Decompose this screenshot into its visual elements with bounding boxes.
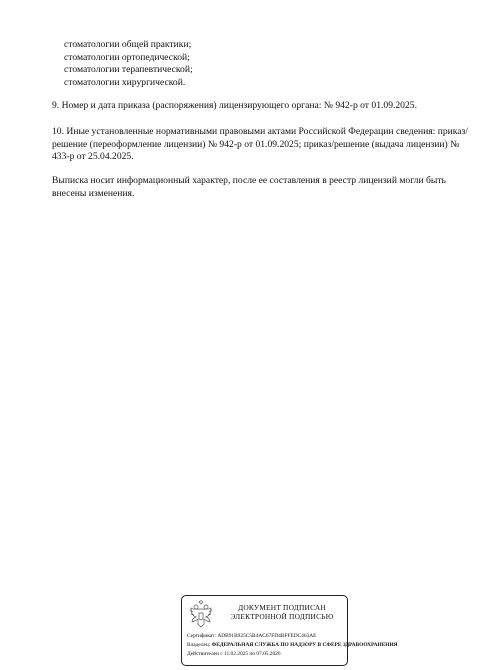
specialty-item: стоматологии терапевтической; xyxy=(64,64,193,76)
specialty-item: стоматологии хирургической. xyxy=(64,76,186,88)
certificate-value: ADB91B925C5B4AC67FD4BFFEDC463AE xyxy=(217,633,317,639)
validity-line: Действителен с 11.02.2025 по 07.05.2026 xyxy=(187,651,281,657)
stamp-title: ДОКУМЕНТ ПОДПИСАН ЭЛЕКТРОННОЙ ПОДПИСЬЮ xyxy=(230,603,334,621)
electronic-signature-stamp xyxy=(181,595,398,666)
specialty-item: стоматологии ортопедической; xyxy=(64,51,190,63)
specialty-item: стоматологии общей практики; xyxy=(64,39,192,50)
owner-line: Владелец: ФЕДЕРАЛЬНАЯ СЛУЖБА ПО НАДЗОРУ В СФЕРЕ ЗДРАВООХРАНЕНИЯ xyxy=(187,642,398,648)
order-number-paragraph: 9. Номер и дата приказа (распоряжения) лицензирующего органа: № 942-р от 01.09.2025. xyxy=(52,100,417,111)
specialty-list xyxy=(64,39,193,89)
certificate-line: Сертификат: ADB91B925C5B4AC67FD4BFFEDC463AE xyxy=(187,633,317,639)
owner-value: ФЕДЕРАЛЬНАЯ СЛУЖБА ПО НАДЗОРУ В СФЕРЕ ЗДРАВООХРАНЕНИЯ xyxy=(211,642,398,648)
double-headed-eagle-emblem-icon xyxy=(188,600,214,630)
disclaimer-paragraph: Выписка носит информационный характер, после ее составления в реестр лицензий могли быть внесены изменения. xyxy=(52,175,446,199)
other-info-paragraph: 10. Иные установленные нормативными правовыми актами Российской Федерации сведения: приказ/решение (переоформление лицензии) № 942-р от 01.09.2025; приказ/решение (выдача лицензии) № 433-р от 25.04.2025. xyxy=(52,126,468,163)
